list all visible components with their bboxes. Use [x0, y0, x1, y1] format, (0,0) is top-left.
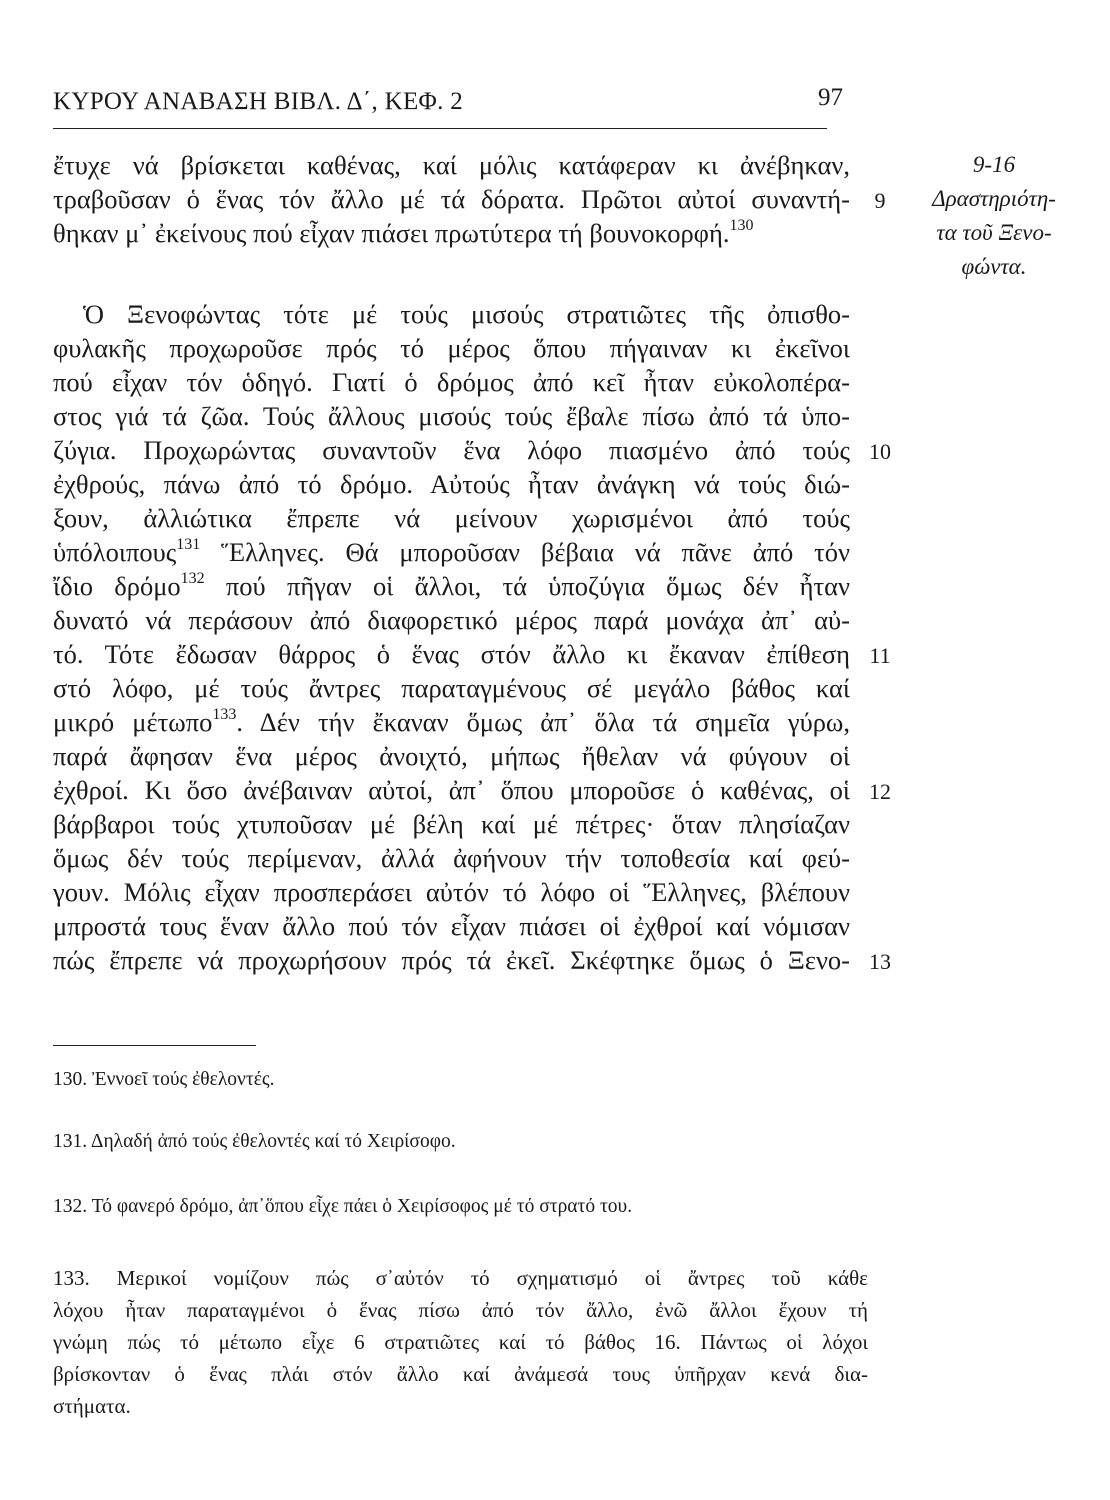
footnote-ref: 131: [176, 536, 201, 553]
margin-note-range: 9-16: [972, 152, 1016, 177]
text-line: [53, 569, 850, 603]
footnote-132: 132. Τό φανερό δρόμο, ἀπ᾽ὅπου εἶχε πάει ὁ Χειρίσοφος μέ τό στρατό του.: [53, 1196, 633, 1217]
text-line: ἔτυχε νά βρίσκεται καθένας, καί μόλις κατάφεραν κι ἀνέβηκαν,: [53, 150, 850, 180]
running-title: ΚΥΡΟΥ ΑΝΑΒΑΣΗ ΒΙΒΛ. Δ΄, ΚΕΦ. 2: [53, 88, 463, 115]
text-line: ὅμως δέν τούς περίμεναν, ἀλλά ἀφήνουν τήν τοποθεσία καί φεύ-: [53, 843, 850, 873]
footnote-133-line: γνώμη πώς τό μέτωπο εἶχε 6 στρατιῶτες καί τό βάθος 16. Πάντως οἱ λόχοι: [53, 1330, 868, 1354]
text-segment: ὑπόλοιπους: [53, 537, 177, 567]
section-number: 12: [869, 779, 891, 804]
margin-note-line: φώντα.: [961, 254, 1027, 279]
footnote-133-line: βρίσκονταν ὁ ἕνας πλάι στόν ἄλλο καί ἀνάμεσά τους ὑπῆρχαν κενά δια-: [53, 1362, 868, 1386]
text-segment: θηκαν μ᾽ ἐκείνους πού εἶχαν πιάσει πρωτύτερα τή βουνοκορφή.: [53, 218, 730, 248]
text-line: ζύγια. Προχωρώντας συναντοῦν ἕνα λόφο πιασμένο ἀπό τούς: [53, 435, 850, 465]
text-line: [53, 705, 850, 739]
text-line: γουν. Μόλις εἶχαν προσπεράσει αὐτόν τό λόφο οἱ Ἕλληνες, βλέπουν: [53, 877, 850, 907]
footnote-ref: 132: [180, 570, 205, 587]
section-number: 13: [869, 949, 891, 974]
section-number: 10: [869, 439, 891, 464]
text-line: στό λόφο, μέ τούς ἄντρες παραταγμένους σέ μεγάλο βάθος καί: [53, 673, 850, 703]
page-number: 97: [818, 84, 843, 111]
footnote-131: 131. Δηλαδή ἀπό τούς ἐθελοντές καί τό Χειρίσοφο.: [53, 1131, 456, 1152]
text-line: στος γιά τά ζῶα. Τούς ἄλλους μισούς τούς ἔβαλε πίσω ἀπό τά ὑπο-: [53, 401, 850, 431]
footnote-130: 130. Ἐννοεῖ τούς ἐθελοντές.: [53, 1069, 275, 1090]
text-line: δυνατό νά περάσουν ἀπό διαφορετικό μέρος παρά μονάχα ἀπ᾽ αὐ-: [53, 605, 850, 635]
text-line: [53, 216, 850, 250]
text-line: παρά ἄφησαν ἕνα μέρος ἀνοιχτό, μήπως ἤθελαν νά φύγουν οἱ: [53, 741, 850, 771]
margin-note-line: τα τοῦ Ξενο-: [936, 220, 1052, 245]
text-line: φυλακῆς προχωροῦσε πρός τό μέρος ὅπου πήγαιναν κι ἐκεῖνοι: [53, 333, 850, 363]
margin-note-line: Δραστηριότη-: [932, 186, 1056, 211]
text-line: [53, 535, 850, 569]
text-line: βάρβαροι τούς χτυποῦσαν μέ βέλη καί μέ πέτρες· ὅταν πλησίαζαν: [53, 809, 850, 839]
text-line: ξουν, ἀλλιώτικα ἔπρεπε νά μείνουν χωρισμένοι ἀπό τούς: [53, 503, 850, 533]
text-segment: . Δέν τήν ἔκαναν ὅμως ἀπ᾽ ὅλα τά σημεῖα γύρω,: [236, 707, 850, 737]
footnote-133-line: 133. Μερικοί νομίζουν πώς σ᾽αὐτόν τό σχηματισμό οἱ ἄντρες τοῦ κάθε: [53, 1266, 868, 1290]
text-segment: ἴδιο δρόμο: [53, 571, 181, 601]
section-number: 9: [874, 188, 886, 213]
text-line: ἐχθροί. Κι ὅσο ἀνέβαιναν αὐτοί, ἀπ᾽ ὅπου μποροῦσε ὁ καθένας, οἱ: [53, 775, 850, 805]
text-line: τό. Τότε ἔδωσαν θάρρος ὁ ἕνας στόν ἄλλο κι ἔκαναν ἐπίθεση: [53, 639, 850, 669]
margin-note: [904, 148, 1084, 284]
text-line: Ὁ Ξενοφώντας τότε μέ τούς μισούς στρατιῶτες τῆς ὀπισθο-: [83, 299, 850, 329]
text-line: τραβοῦσαν ὁ ἕνας τόν ἄλλο μέ τά δόρατα. Πρῶτοι αὐτοί συναντή-: [53, 184, 850, 214]
text-segment: μικρό μέτωπο: [53, 707, 213, 737]
footnote-ref: 130: [729, 217, 754, 234]
text-line: πώς ἔπρεπε νά προχωρήσουν πρός τά ἐκεῖ. Σκέφτηκε ὅμως ὁ Ξενο-: [53, 945, 850, 975]
footnote-rule: [53, 1045, 256, 1046]
header-rule: [53, 128, 827, 129]
section-number: 11: [869, 643, 891, 668]
text-line: μπροστά τους ἕναν ἄλλο πού τόν εἶχαν πιάσει οἱ ἐχθροί καί νόμισαν: [53, 911, 850, 941]
footnote-ref: 133: [212, 706, 237, 723]
footnote-133-line: λόχου ἦταν παραταγμένοι ὁ ἕνας πίσω ἀπό τόν ἄλλο, ἐνῶ ἄλλοι ἔχουν τή: [53, 1298, 868, 1322]
text-segment: Ἕλληνες. Θά μποροῦσαν βέβαια νά πᾶνε ἀπό τόν: [200, 537, 850, 567]
text-line: πού εἶχαν τόν ὁδηγό. Γιατί ὁ δρόμος ἀπό κεῖ ἦταν εὐκολοπέρα-: [53, 367, 850, 397]
text-line: ἐχθρούς, πάνω ἀπό τό δρόμο. Αὐτούς ἦταν ἀνάγκη νά τούς διώ-: [53, 469, 850, 499]
text-segment: πού πῆγαν οἱ ἄλλοι, τά ὑποζύγια ὅμως δέν ἦταν: [204, 571, 850, 601]
footnote-133-line: στήματα.: [53, 1394, 131, 1418]
